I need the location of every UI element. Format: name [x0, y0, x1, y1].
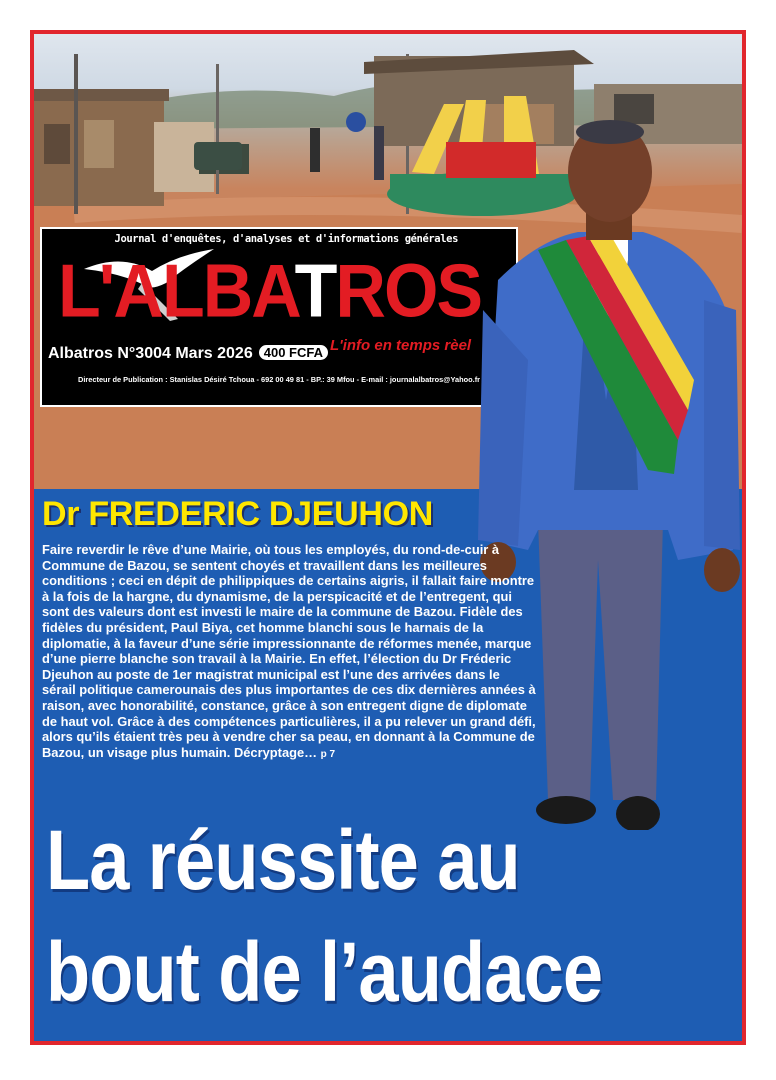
slogan: L'info en temps rèel	[330, 337, 472, 354]
issue-number: Albatros N°3004 Mars 2026	[48, 345, 253, 362]
logo-part-3: ROS	[335, 248, 482, 333]
issue-line	[48, 345, 328, 363]
headline-line-2: bout de l’audace	[46, 925, 603, 1019]
price-badge: 400 FCFA	[259, 345, 328, 360]
main-headline	[46, 804, 648, 1028]
headline-line-1: La réussite au	[46, 813, 520, 907]
masthead	[40, 227, 518, 407]
masthead-tagline: Journal d'enquêtes, d'analyses et d'informations générales	[114, 233, 458, 245]
page-reference: p 7	[320, 748, 336, 760]
article-body-text: Faire reverdir le rêve d’une Mairie, où tous les employés, du rond-de-cuir à Commune de Bazou, se sentent choyés et travaillent dans les meilleures conditions ; ceci en dépit de philippiques de certains aigris, il fallait faire montre à la fois de la hargne, du dynamisme, de la perspicacité et de l’entregent, qui sont des valeurs dont est investi le maire de la commune de Bazou. Fidèle des fidèles du président, Paul Biya, cet homme blanchi sous le harnais de la diplomatie, à la faveur d’une série impressionnante de réformes menée, marque d’une pierre blanche son travail à la Mairie. En effet, l’élection du Dr Fréderic Djeuhon au poste de 1er magistrat municipal est l’une des arrivées dans le sérail politique camerounais des plus importantes de ces dix dernières années à raison, avec honorabilité, constance, grâce à son entregent digne de diplomate de haut vol. Grâce à des compétences particulières, il a pu relever un grand défi, alors qu’ils étaient très peu à vendre cher sa peau, en donnant à la Commune de Bazou, un visage plus humain. Décryptage…	[42, 542, 536, 760]
logo-part-2: T	[294, 248, 336, 333]
albatros-logo	[58, 248, 482, 333]
article-body	[42, 542, 536, 762]
article-person-name: Dr FREDERIC DJEUHON	[42, 495, 434, 533]
director-line: Directeur de Publication : Stanislas Désiré Tchoua - 692 00 49 81 - BP.: 39 Mfou - E-mail : journalalbatros@Yahoo.fr	[78, 375, 481, 384]
logo-part-1: L'ALBA	[58, 248, 295, 333]
cover-frame	[30, 30, 746, 1045]
